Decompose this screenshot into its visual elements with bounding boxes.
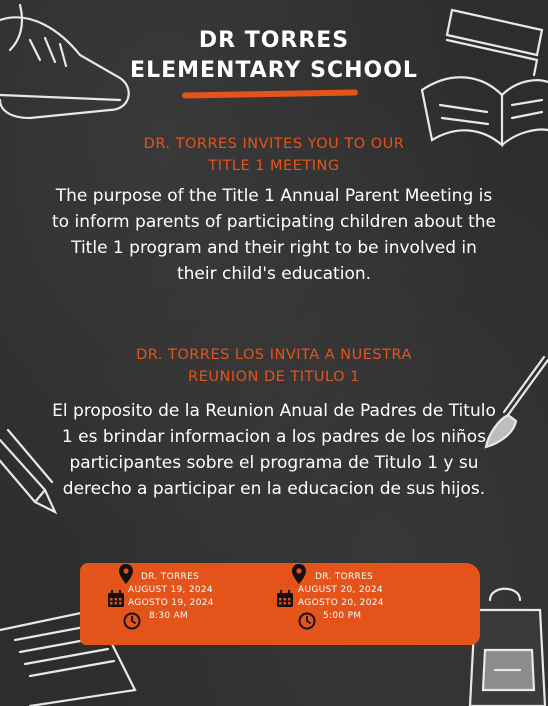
title-underline: [182, 89, 358, 98]
meeting-1-date-spanish: AGOSTO 19, 2024: [128, 598, 214, 608]
school-name-line2: ELEMENTARY SCHOOL: [130, 58, 418, 83]
meeting-1-date-english: AUGUST 19, 2024: [128, 585, 213, 595]
english-heading: [40, 133, 508, 177]
meeting-2-date-spanish: AGOSTO 20, 2024: [298, 598, 384, 608]
school-name: [0, 26, 548, 86]
meeting-1-time: 8:30 AM: [149, 611, 189, 621]
meeting-details-1: [107, 567, 247, 619]
spanish-body: El proposito de la Reunion Anual de Padres de Titulo 1 es brindar informacion a los padres de los niños participantes sobre el programa de Titulo 1 y su derecho a participar en la educacion de sus hijos.: [52, 401, 496, 499]
spanish-heading-line1: DR. TORRES LOS INVITA A NUESTRA: [136, 347, 412, 363]
meeting-details-2: [278, 567, 418, 619]
meeting-2-time: 5:00 PM: [323, 611, 362, 621]
school-name-line1: DR TORRES: [198, 28, 350, 53]
meeting-1-location: DR. TORRES: [141, 572, 200, 582]
english-heading-line2: TITLE 1 MEETING: [208, 158, 340, 174]
meeting-2-location: DR. TORRES: [315, 572, 374, 582]
spanish-heading-line2: REUNION DE TITULO 1: [188, 369, 360, 385]
english-heading-line1: DR. TORRES INVITES YOU TO OUR: [143, 136, 405, 152]
meeting-2-date-english: AUGUST 20, 2024: [298, 585, 383, 595]
english-body: The purpose of the Title 1 Annual Parent Meeting is to inform parents of participating children about the Title 1 program and their right to be involved in their child's education.: [52, 186, 496, 284]
spanish-heading: [40, 344, 508, 388]
